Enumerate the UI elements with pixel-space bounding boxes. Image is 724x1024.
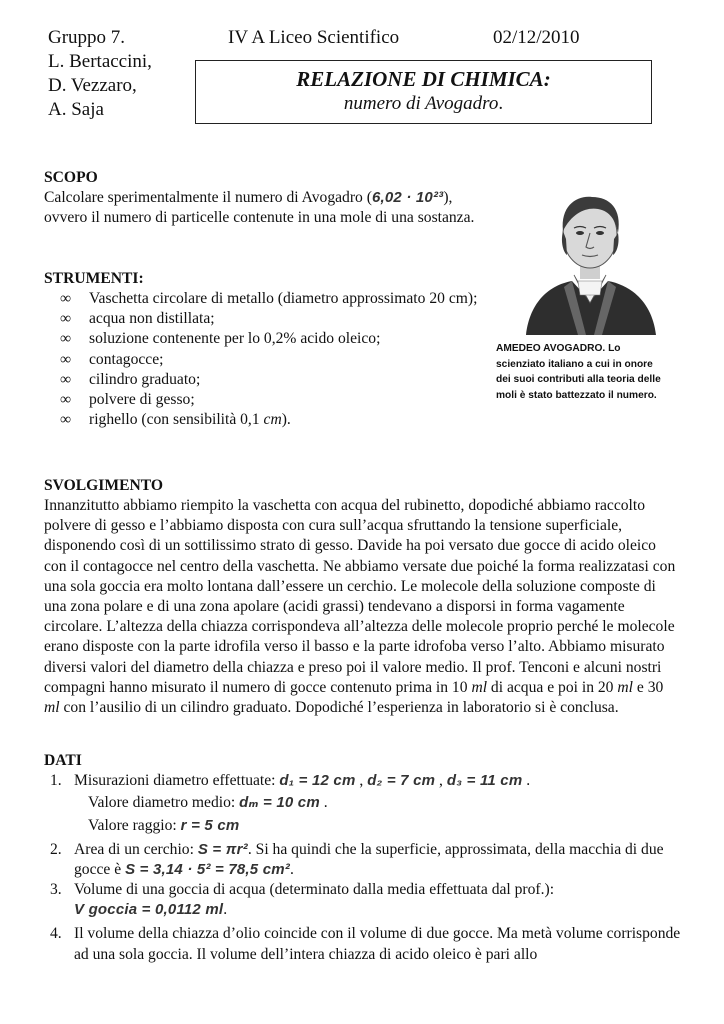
mean-diameter-formula: dₘ = 10 cm xyxy=(239,794,320,812)
infinity-bullet-icon: ∞ xyxy=(60,330,72,348)
dati-heading: DATI xyxy=(44,752,82,769)
author-1: L. Bertaccini, xyxy=(48,51,152,72)
portrait-caption: AMEDEO AVOGADRO. Lo scienziato italiano a cui in onore dei suoi contributi alla teoria delle moli è stato battezzato il numero. xyxy=(496,343,661,401)
list-item: ∞ soluzione contenente per lo 0,2% acido oleico; xyxy=(60,329,484,349)
list-item: ∞ Vaschetta circolare di metallo (diametro approssimato 20 cm); xyxy=(60,289,484,309)
radius-formula: r = 5 cm xyxy=(180,817,240,835)
avogadro-portrait xyxy=(520,183,660,335)
svolgimento-heading: SVOLGIMENTO xyxy=(44,477,163,494)
date-label: 02/12/2010 xyxy=(493,27,580,48)
drop-volume-formula: V goccia = 0,0112 ml xyxy=(74,901,224,919)
infinity-bullet-icon: ∞ xyxy=(60,370,72,388)
infinity-bullet-icon: ∞ xyxy=(60,350,72,368)
section-strumenti xyxy=(44,269,484,430)
list-item: ∞ contagocce; xyxy=(60,350,484,370)
strumenti-heading: STRUMENTI: xyxy=(44,270,144,287)
group-label: Gruppo 7. xyxy=(48,27,126,48)
list-item: 2. Area di un cerchio: S = πr². Si ha quindi che la superficie, approssimata, della macchia di due gocce è S = 3,14 · 5² = 78,5 cm². xyxy=(50,840,664,878)
infinity-bullet-icon: ∞ xyxy=(60,411,72,429)
surface-formula: S = 3,14 · 5² = 78,5 cm² xyxy=(125,860,290,878)
author-3: A. Saja xyxy=(48,99,104,120)
list-item: ∞ acqua non distillata; xyxy=(60,309,484,329)
section-scopo xyxy=(44,168,498,228)
list-item: 1. Misurazioni diametro effettuate: d₁ = 12 cm , d₂ = 7 cm , d₃ = 11 cm . Valore diametro medio: dₘ = 10 cm . Valore raggio: r = 5 cm xyxy=(50,772,531,835)
scopo-heading: SCOPO xyxy=(44,169,98,186)
dati-list xyxy=(44,771,684,965)
list-item: ∞ polvere di gesso; xyxy=(60,390,484,410)
list-item: 4. Il volume della chiazza d’olio coincide con il volume di due gocce. Ma metà volume corrisponde ad una sola goccia. Il volume dell’intera chiazza di acido oleico è pari allo xyxy=(50,925,681,963)
list-item: ∞ righello (con sensibilità 0,1 cm). xyxy=(60,410,484,430)
section-svolgimento xyxy=(44,476,680,718)
author-2: D. Vezzaro, xyxy=(48,75,137,96)
section-dati xyxy=(44,751,684,965)
list-item: ∞ cilindro graduato; xyxy=(60,370,484,390)
class-label: IV A Liceo Scientifico xyxy=(228,27,400,48)
infinity-bullet-icon: ∞ xyxy=(60,391,72,409)
list-item: 3. Volume di una goccia di acqua (determinato dalla media effettuata dal prof.): V goccia = 0,0112 ml. xyxy=(50,881,555,919)
diameter-1-formula: d₁ = 12 cm xyxy=(279,772,356,789)
infinity-bullet-icon: ∞ xyxy=(60,310,72,328)
avogadro-formula: 6,02 · 10²³ xyxy=(371,189,444,206)
diameter-3-formula: d₃ = 11 cm xyxy=(446,772,523,789)
diameter-2-formula: d₂ = 7 cm xyxy=(367,772,436,789)
area-formula: S = πr² xyxy=(197,840,248,858)
infinity-bullet-icon: ∞ xyxy=(60,290,72,307)
report-subtitle: numero di Avogadro. xyxy=(343,93,504,114)
svolgimento-text: Innanzitutto abbiamo riempito la vaschetta con acqua del rubinetto, dopodiché abbiamo raccolto polvere di gesso e l’abbiamo disposta con cura sull’acqua sfruttando la tensione superficiale, disponendo così di un sottilissimo strato di gesso. Davide ha poi versato due gocce di acido oleico con il contagocce nel centro della vaschetta. Ne abbiamo versate due poiché la forma realizzatasi con una sola goccia era molto lontana dall’essere un cerchio. Le molecole della soluzione composte di una zona polare e di una zona apolare (acidi grassi) tendevano a disporsi in forma vagamente circolare. L’altezza della chiazza corrispondeva all’altezza delle molecole proprio perché le molecole erano disposte con la parte idrofila verso il basso e la parte idrofoba verso l’alto. Abbiamo misurato diversi valori del diametro della chiazza e preso poi il valore medio. Il prof. Tenconi e alcuni nostri compagni hanno misurato il numero di gocce contenuto prima in 10 ml di acqua e poi in 20 ml e 30 ml con l’ausilio di un cilindro graduato. Dopodiché l’esperienza in laboratorio si è conclusa. xyxy=(44,497,676,717)
strumenti-list xyxy=(60,289,484,430)
title-box xyxy=(195,60,652,124)
report-title: RELAZIONE DI CHIMICA: xyxy=(296,67,551,91)
scopo-text: Calcolare sperimentalmente il numero di Avogadro (6,02 · 10²³), ovvero il numero di particelle contenute in una mole di una sostanza. xyxy=(44,189,475,227)
